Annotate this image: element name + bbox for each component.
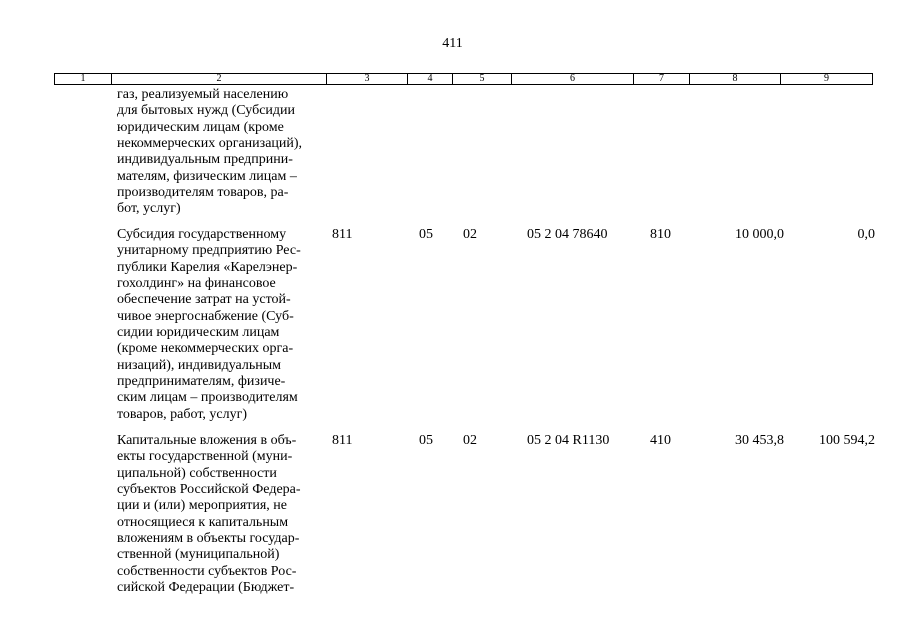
subsection-code: 02 <box>463 433 477 448</box>
description-line: низаций), индивидуальным <box>117 357 281 373</box>
description-line: унитарному предприятию Рес- <box>117 243 301 259</box>
header-col-9: 9 <box>824 73 829 84</box>
description-line: ципальной) собственности <box>117 465 277 481</box>
description-line: относящиеся к капитальным <box>117 514 289 530</box>
description-line: производителям товаров, ра- <box>117 185 289 201</box>
description-line: сийской Федерации (Бюджет- <box>117 580 295 596</box>
description-line: сидии юридическим лицам <box>117 325 280 341</box>
description-line: мателям, физическим лицам – <box>117 168 297 184</box>
header-col-4: 4 <box>408 74 453 84</box>
header-col-1: 1 <box>55 74 112 84</box>
description-line: индивидуальным предприни- <box>117 152 293 168</box>
description-line: субъектов Российской Федера- <box>117 482 301 498</box>
description-line: товаров, работ, услуг) <box>117 406 248 422</box>
page-number: 411 <box>442 36 463 51</box>
description-line: ским лицам – производителям <box>117 390 298 406</box>
description-line: юридическим лицам (кроме <box>117 119 284 135</box>
target-article-code: 05 2 04 78640 <box>527 227 608 242</box>
expense-type-code: 810 <box>650 227 671 242</box>
description-line: обеспечение затрат на устой- <box>117 292 291 308</box>
description-line: предпринимателям, физиче- <box>117 374 286 390</box>
description-line: Субсидия государственному <box>117 227 287 242</box>
description-line: ственной (муниципальной) <box>117 547 280 563</box>
header-col-2: 2 <box>112 74 327 84</box>
header-col-5: 5 <box>453 74 512 84</box>
header-col-7: 7 <box>634 74 690 84</box>
header-col-3: 3 <box>327 74 408 84</box>
description-line: собственности субъектов Рос- <box>117 563 297 579</box>
row-description <box>117 227 327 423</box>
section-code: 05 <box>419 227 433 242</box>
description-line: публики Карелия «Карелэнер- <box>117 259 298 275</box>
description-line: для бытовых нужд (Субсидии <box>117 103 296 119</box>
expense-type-code: 410 <box>650 433 671 448</box>
amount-year-2: 100 594,2 <box>819 433 875 448</box>
row-description <box>117 87 327 218</box>
description-line: екты государственной (муни- <box>117 449 293 465</box>
ministry-code: 811 <box>332 227 353 242</box>
ministry-code: 811 <box>332 433 353 448</box>
description-line: Капитальные вложения в объ- <box>117 433 297 448</box>
description-line: (кроме некоммерческих орга- <box>117 341 294 357</box>
table-header-row <box>54 73 873 85</box>
target-article-code: 05 2 04 R1130 <box>527 433 610 448</box>
amount-year-2: 0,0 <box>857 227 875 242</box>
header-col-6: 6 <box>512 74 634 84</box>
section-code: 05 <box>419 433 433 448</box>
amount-year-1: 30 453,8 <box>735 433 784 448</box>
description-line: ции и (или) мероприятия, не <box>117 498 288 514</box>
subsection-code: 02 <box>463 227 477 242</box>
row-description <box>117 433 327 596</box>
description-line: газ, реализуемый населению <box>117 87 289 102</box>
header-col-8: 8 <box>690 74 781 84</box>
description-line: бот, услуг) <box>117 201 181 217</box>
description-line: гохолдинг» на финансовое <box>117 276 276 292</box>
description-line: некоммерческих организаций), <box>117 136 303 152</box>
description-line: вложениям в объекты государ- <box>117 531 300 547</box>
amount-year-1: 10 000,0 <box>735 227 784 242</box>
description-line: чивое энергоснабжение (Суб- <box>117 308 294 324</box>
